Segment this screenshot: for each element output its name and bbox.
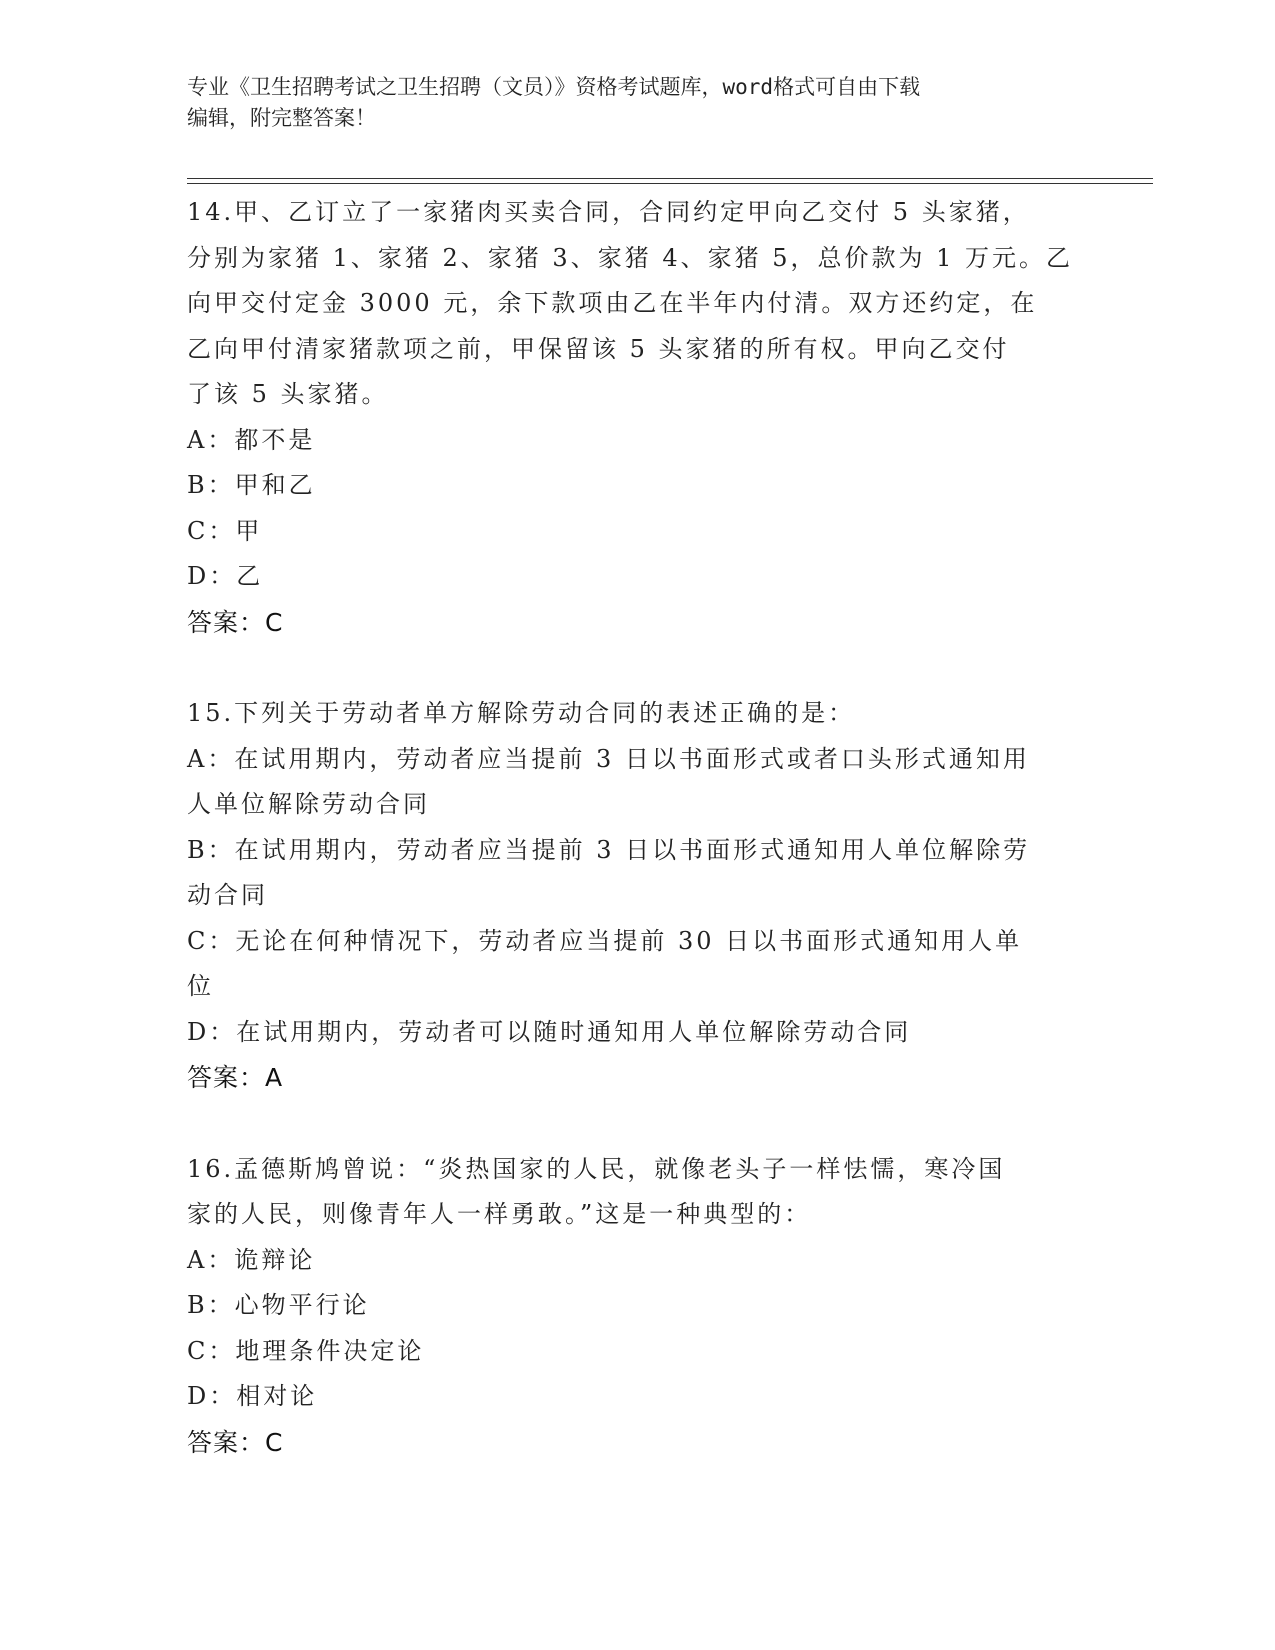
question-spacer — [187, 645, 1087, 691]
option-a: A：都不是 — [187, 425, 316, 454]
option-c: C：甲 — [187, 516, 263, 545]
option-c: C：地理条件决定论 — [187, 1336, 425, 1365]
question-list — [187, 190, 1087, 1465]
header-divider-bottom — [187, 183, 1153, 184]
question-text-line: 分别为家猪 1、家猪 2、家猪 3、家猪 4、家猪 5，总价款为 1 万元。乙 — [187, 243, 1074, 272]
option-d: D：在试用期内，劳动者可以随时通知用人单位解除劳动合同 — [187, 1017, 912, 1046]
question-text-line: 15.下列关于劳动者单方解除劳动合同的表述正确的是： — [187, 699, 856, 727]
header-divider-top — [187, 178, 1153, 179]
option-b: B：甲和乙 — [187, 471, 316, 499]
header-line-2: 编辑，附完整答案！ — [187, 106, 376, 130]
question-15 — [187, 691, 1087, 1101]
option-b-continued: 动合同 — [187, 881, 268, 909]
question-text-line: 了该 5 头家猪。 — [187, 380, 389, 408]
question-16 — [187, 1147, 1087, 1466]
answer-label: 答案：A — [187, 1063, 284, 1092]
question-text-line: 向甲交付定金 3000 元，余下款项由乙在半年内付清。双方还约定，在 — [187, 289, 1038, 317]
option-b: B：在试用期内，劳动者应当提前 3 日以书面形式通知用人单位解除劳 — [187, 835, 1031, 864]
question-text-line: 16.孟德斯鸠曾说：“炎热国家的人民，就像老头子一样怯懦，寒冷国 — [187, 1154, 1006, 1183]
option-a: A：在试用期内，劳动者应当提前 3 日以书面形式或者口头形式通知用 — [187, 744, 1030, 773]
option-c: C：无论在何种情况下，劳动者应当提前 30 日以书面形式通知用人单 — [187, 926, 1023, 955]
question-spacer — [187, 1101, 1087, 1147]
option-b: B：心物平行论 — [187, 1291, 370, 1319]
question-text-line: 14.甲、乙订立了一家猪肉买卖合同，合同约定甲向乙交付 5 头家猪， — [187, 198, 1030, 226]
header-line-1: 专业《卫生招聘考试之卫生招聘（文员）》资格考试题库，word格式可自由下载 — [187, 75, 921, 99]
answer-label: 答案：C — [187, 607, 284, 637]
option-d: D：乙 — [187, 562, 264, 590]
option-c-continued: 位 — [187, 972, 214, 1000]
option-a-continued: 人单位解除劳动合同 — [187, 790, 430, 818]
answer-label: 答案：C — [187, 1427, 284, 1457]
document-header — [187, 72, 1087, 134]
question-14 — [187, 190, 1087, 645]
question-text-line: 乙向甲付清家猪款项之前，甲保留该 5 头家猪的所有权。甲向乙交付 — [187, 334, 1010, 363]
question-text-line: 家的人民，则像青年人一样勇敢。”这是一种典型的： — [187, 1200, 812, 1228]
option-d: D：相对论 — [187, 1382, 318, 1410]
option-a: A：诡辩论 — [187, 1245, 316, 1274]
